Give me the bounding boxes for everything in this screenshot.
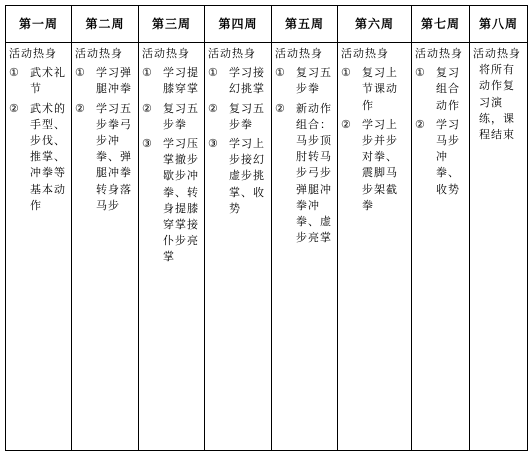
week-4-cell [205,43,272,451]
item-marker: ② [275,101,286,115]
item-marker: ① [341,66,352,80]
item-text: 复习五步拳 [229,101,265,131]
item-marker: ① [208,66,219,80]
week-4-item-3 [208,136,268,217]
item-text: 复习五步拳 [163,101,199,131]
week-1-warmup: 活动热身 [9,47,57,60]
schedule-sheet [5,5,527,451]
item-text: 复习组合动作 [436,66,460,112]
item-text: 学习上步接幻虚步挑掌、收势 [229,137,265,215]
week-6-warmup: 活动热身 [341,47,389,60]
week-7-item-2 [415,117,466,198]
weekly-schedule-table [5,5,528,451]
item-text: 学习五步拳弓步冲拳、弹腿冲拳转身落马步 [96,101,132,212]
item-marker: ① [75,66,86,80]
week-4-item-1 [208,65,268,97]
header-week-3: 第三周 [139,6,205,43]
week-5-item-1 [275,65,334,97]
item-text: 学习提膝穿掌 [163,66,199,96]
header-week-2: 第二周 [72,6,139,43]
item-text: 学习马步冲拳、收势 [436,117,460,196]
item-marker: ① [415,66,426,80]
header-week-1: 第一周 [6,6,72,43]
header-row [6,6,528,43]
week-5-item-2 [275,101,334,247]
week-3-item-3 [142,136,201,266]
week-1-item-2 [9,101,68,214]
header-week-8: 第八周 [470,6,528,43]
week-5-warmup: 活动热身 [275,47,323,60]
item-marker: ① [142,66,153,80]
week-3-item-2 [142,101,201,133]
week-4-warmup: 活动热身 [208,47,256,60]
week-2-item-1 [75,65,135,97]
week-7-cell [412,43,470,451]
item-marker: ② [341,117,352,131]
week-6-item-2 [341,117,408,214]
item-text: 学习接幻挑掌 [229,66,265,96]
item-marker: ② [9,101,20,115]
header-week-6: 第六周 [338,6,412,43]
item-marker: ② [142,101,153,115]
week-1-item-1 [9,65,68,97]
week-3-cell [139,43,205,451]
item-marker: ② [75,101,86,115]
item-text: 学习压掌撤步歇步冲拳、转身提膝穿掌接仆步亮掌 [163,137,199,264]
week-7-item-1 [415,65,466,114]
week-6-cell [338,43,412,451]
week-2-item-2 [75,101,135,214]
week-1-cell [6,43,72,451]
header-week-7: 第七周 [412,6,470,43]
item-text: 武术礼节 [30,66,66,96]
item-marker: ③ [208,137,219,151]
item-marker: ① [9,66,20,80]
week-3-warmup: 活动热身 [142,47,190,60]
week-5-cell [272,43,338,451]
week-3-item-1 [142,65,201,97]
week-2-warmup: 活动热身 [75,47,123,60]
item-text: 新动作组合：马步顶肘转马步弓步弹腿冲拳冲拳、虚步亮掌 [296,101,332,245]
content-row [6,43,528,451]
item-text: 武术的手型、步伐、推掌、冲拳等基本动作 [30,101,66,212]
item-text: 学习弹腿冲拳 [96,66,132,96]
week-2-cell [72,43,139,451]
header-week-4: 第四周 [205,6,272,43]
item-text: 复习上节课动作 [362,66,398,112]
week-6-item-1 [341,65,408,114]
item-text: 学习上步并步对拳、震脚马步架截拳 [362,117,398,212]
item-marker: ② [208,101,219,115]
week-8-text: 将所有动作复习演练，课程结束 [479,63,515,142]
week-7-warmup: 活动热身 [415,47,463,60]
header-week-5: 第五周 [272,6,338,43]
item-text: 复习五步拳 [296,66,332,96]
item-marker: ② [415,117,426,131]
week-8-cell [470,43,528,451]
item-marker: ① [275,66,286,80]
item-marker: ③ [142,137,153,151]
week-4-item-2 [208,101,268,133]
week-8-warmup: 活动热身 [473,47,521,60]
